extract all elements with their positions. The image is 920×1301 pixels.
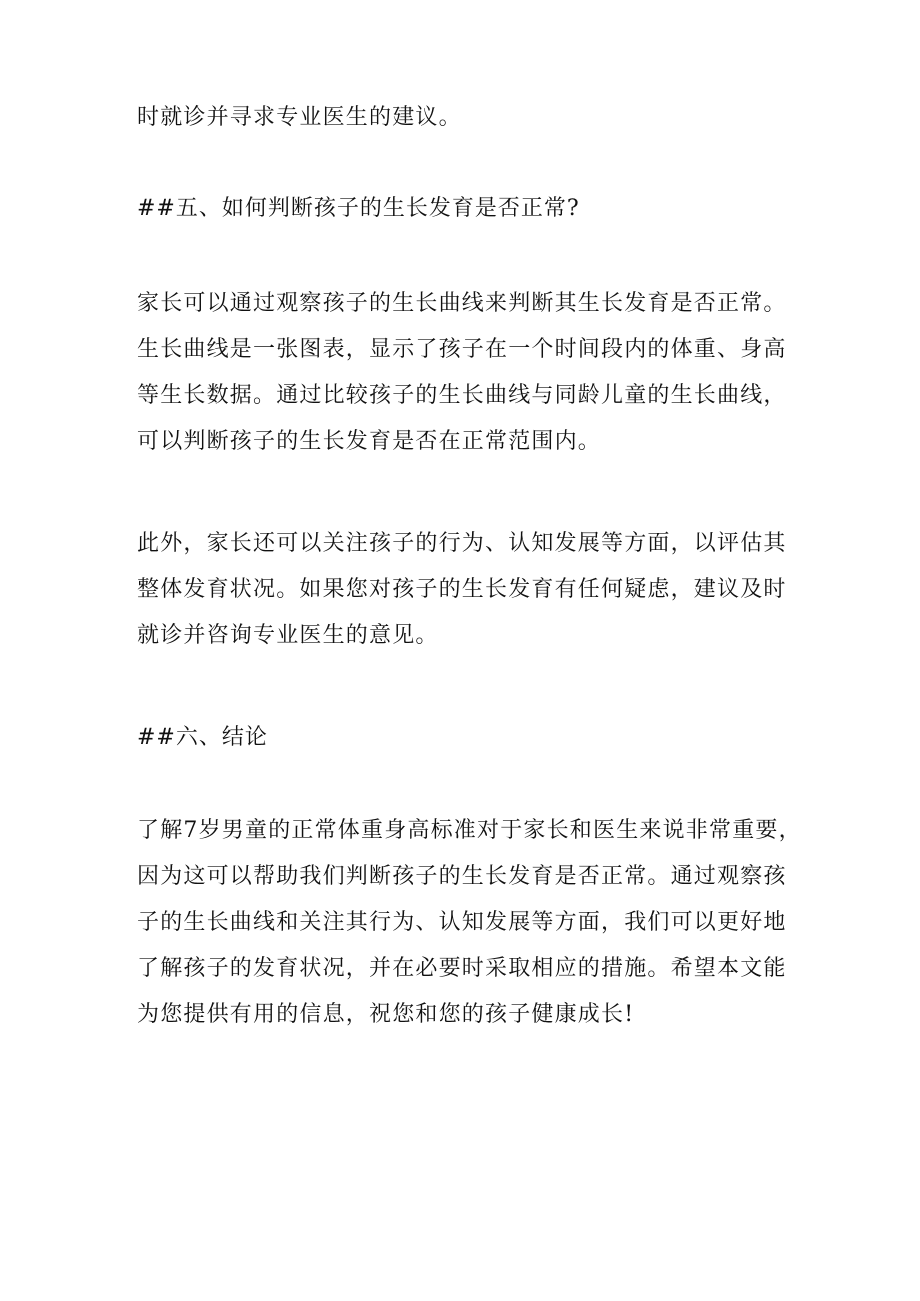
paragraph-line: 就诊并咨询专业医生的意见。 <box>137 623 439 648</box>
intro-tail-paragraph <box>137 95 817 141</box>
paragraph-line: 可以判断孩子的生长发育是否在正常范围内。 <box>137 429 602 454</box>
paragraph-line: 整体发育状况。如果您对孩子的生长发育有任何疑虑，建议及时 <box>137 577 787 602</box>
paragraph-line: 为您提供有用的信息，祝您和您的孩子健康成长! <box>137 1002 635 1027</box>
section-five-heading: ##五、如何判断孩子的生长发育是否正常? <box>137 196 580 221</box>
section-six-paragraph-1 <box>137 808 817 1038</box>
paragraph-line: 因为这可以帮助我们判断孩子的生长发育是否正常。通过观察孩 <box>137 864 787 889</box>
paragraph-line: 生长曲线是一张图表，显示了孩子在一个时间段内的体重、身高 <box>137 337 787 362</box>
paragraph-line: 了解7岁男童的正常体重身高标准对于家长和医生来说非常重要， <box>137 818 802 843</box>
section-six-heading: ##六、结论 <box>137 725 268 750</box>
paragraph-line: 了解孩子的发育状况，并在必要时采取相应的措施。希望本文能 <box>137 956 787 981</box>
paragraph-line: 家长可以通过观察孩子的生长曲线来判断其生长发育是否正常。 <box>137 291 787 316</box>
paragraph-line: 此外，家长还可以关注孩子的行为、认知发展等方面，以评估其 <box>137 531 787 556</box>
paragraph-line: 等生长数据。通过比较孩子的生长曲线与同龄儿童的生长曲线， <box>137 383 787 408</box>
section-five-paragraph-1 <box>137 281 817 465</box>
paragraph-line: 时就诊并寻求专业医生的建议。 <box>137 105 462 130</box>
paragraph-line: 子的生长曲线和关注其行为、认知发展等方面，我们可以更好地 <box>137 910 787 935</box>
section-five-paragraph-2 <box>137 521 817 659</box>
